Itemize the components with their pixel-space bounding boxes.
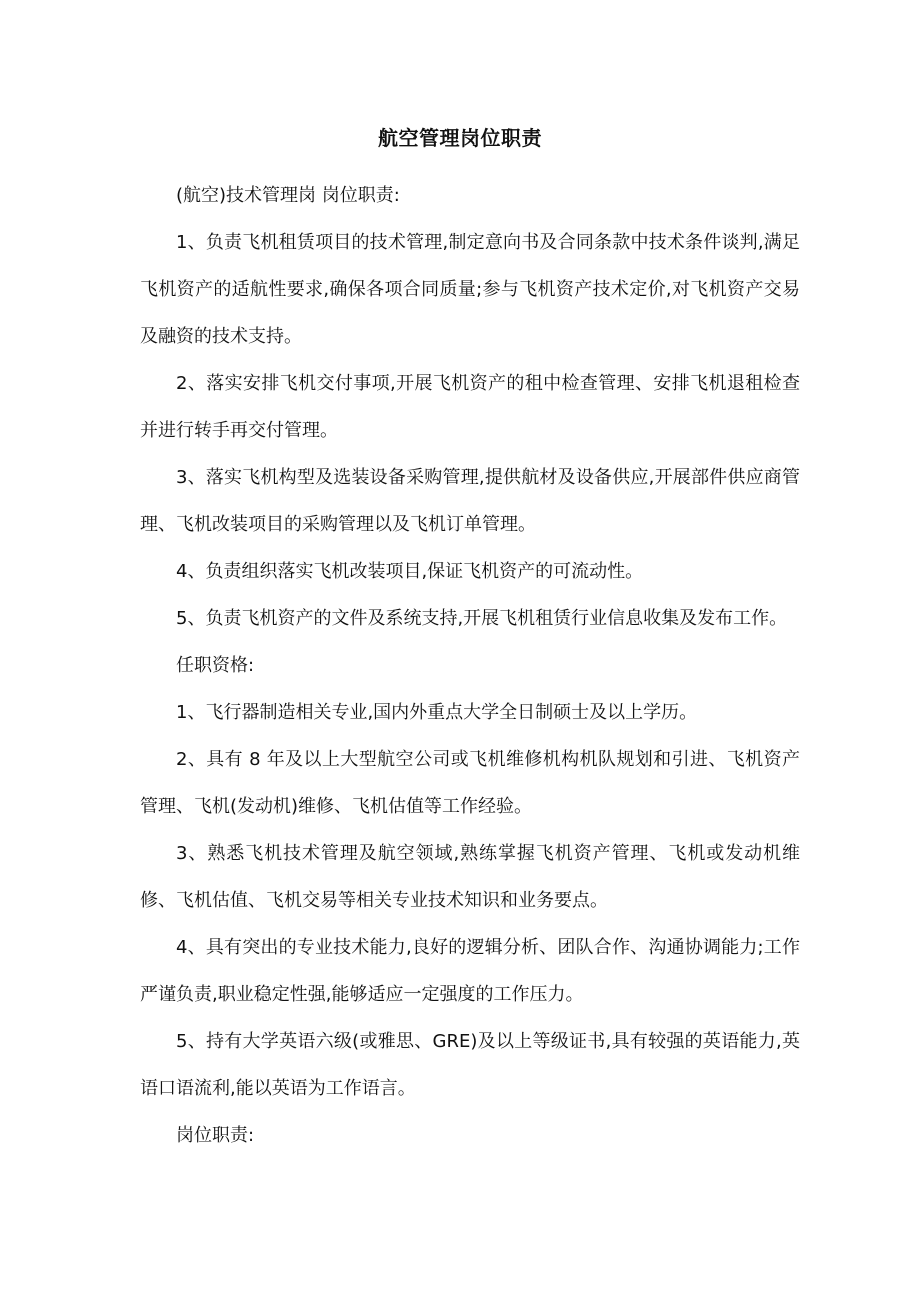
- paragraph: 5、负责飞机资产的文件及系统支持,开展飞机租赁行业信息收集及发布工作。: [176, 608, 788, 629]
- paragraph: 2、落实安排飞机交付事项,开展飞机资产的租中检查管理、安排飞机退租检查并进行转手再交付管理。: [140, 373, 800, 441]
- paragraph: (航空)技术管理岗 岗位职责:: [176, 185, 400, 206]
- paragraph: 3、落实飞机构型及选装设备采购管理,提供航材及设备供应,开展部件供应商管理、飞机改装项目的采购管理以及飞机订单管理。: [140, 467, 800, 535]
- document-title: 航空管理岗位职责: [378, 126, 542, 150]
- paragraph: 4、具有突出的专业技术能力,良好的逻辑分析、团队合作、沟通协调能力;工作严谨负责,职业稳定性强,能够适应一定强度的工作压力。: [140, 937, 800, 1005]
- paragraph: 3、熟悉飞机技术管理及航空领域,熟练掌握飞机资产管理、飞机或发动机维修、飞机估值、飞机交易等相关专业技术知识和业务要点。: [140, 843, 800, 911]
- paragraph: 5、持有大学英语六级(或雅思、GRE)及以上等级证书,具有较强的英语能力,英语口语流利,能以英语为工作语言。: [140, 1031, 800, 1099]
- paragraph: 1、飞行器制造相关专业,国内外重点大学全日制硕士及以上学历。: [176, 702, 698, 723]
- paragraph: 4、负责组织落实飞机改装项目,保证飞机资产的可流动性。: [176, 561, 644, 582]
- paragraph: 任职资格:: [176, 655, 255, 676]
- paragraph: 1、负责飞机租赁项目的技术管理,制定意向书及合同条款中技术条件谈判,满足飞机资产的适航性要求,确保各项合同质量;参与飞机资产技术定价,对飞机资产交易及融资的技术支持。: [140, 232, 800, 347]
- document-body: [140, 172, 800, 1159]
- paragraph: 2、具有 8 年及以上大型航空公司或飞机维修机构机队规划和引进、飞机资产管理、飞机(发动机)维修、飞机估值等工作经验。: [140, 749, 800, 817]
- paragraph: 岗位职责:: [176, 1125, 255, 1146]
